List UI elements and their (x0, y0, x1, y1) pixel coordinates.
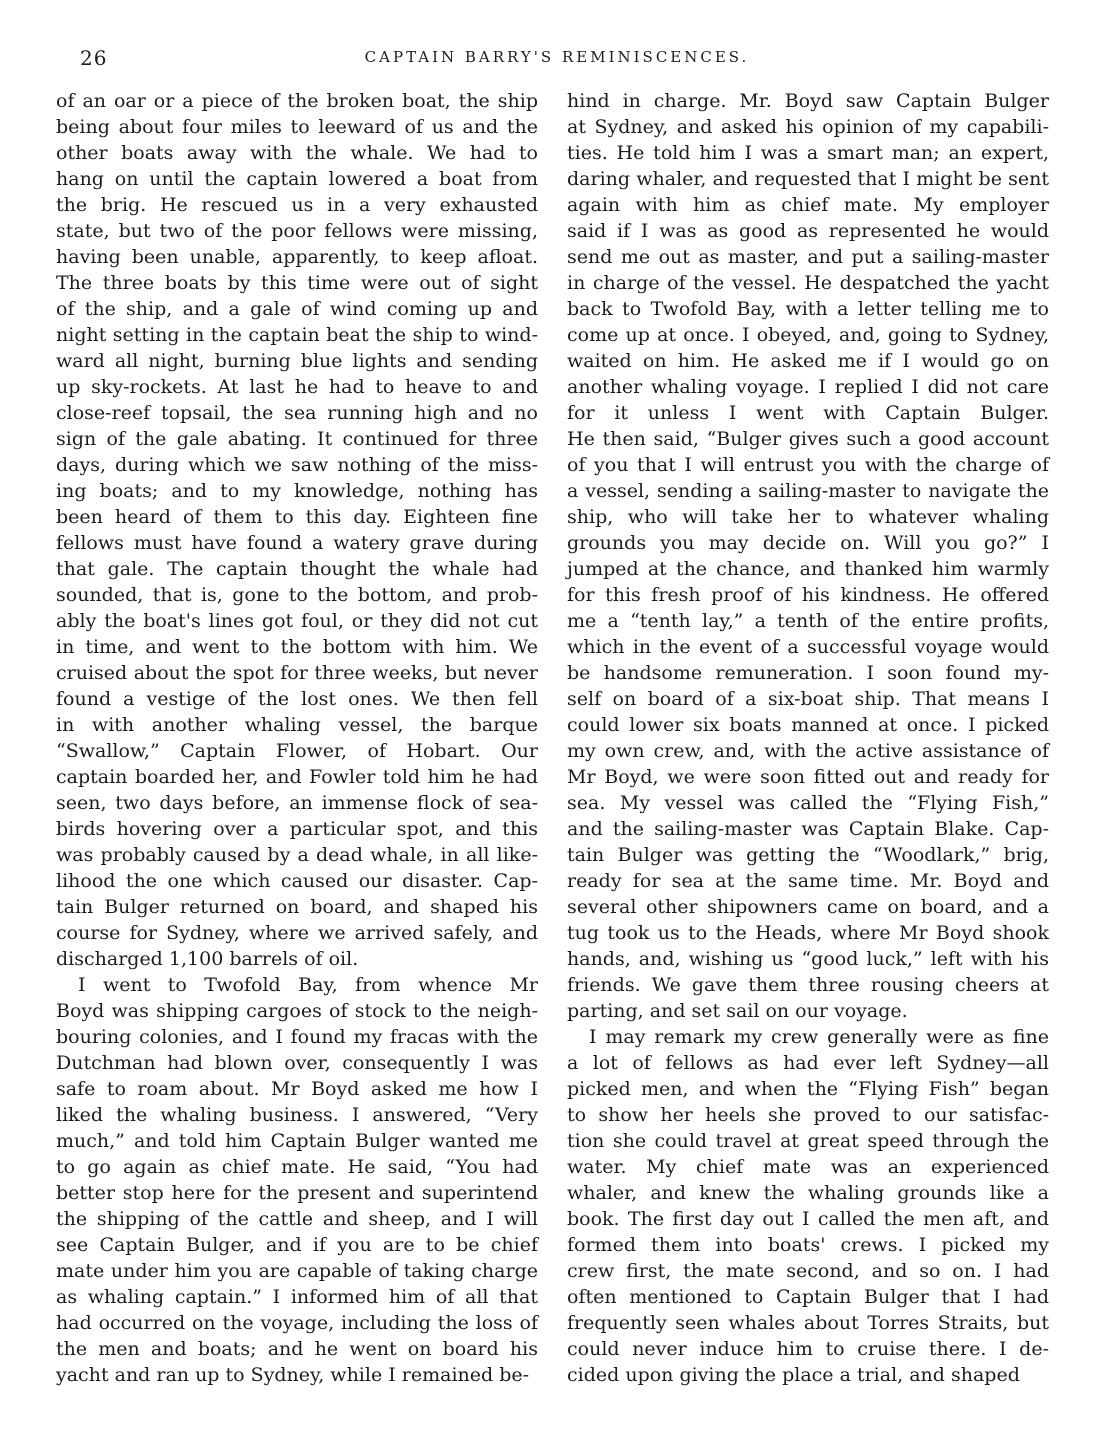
text-line: send me out as master, and put a sailing-master (567, 246, 1049, 268)
text-line: mate under him you are capable of taking charge (56, 1260, 538, 1282)
text-line: tain Bulger was getting the “Woodlark,” brig, (567, 844, 1049, 866)
text-line: tion she could travel at great speed through the (567, 1130, 1049, 1152)
text-line: bouring colonies, and I found my fracas with the (56, 1026, 538, 1048)
text-line: up sky-rockets. At last he had to heave to and (56, 376, 538, 398)
text-line: waited on him. He asked me if I would go on (567, 350, 1049, 372)
text-line: me a “tenth lay,” a tenth of the entire profits, (567, 610, 1049, 632)
text-line: was probably caused by a dead whale, in all like- (56, 844, 538, 866)
left-column (56, 88, 538, 1388)
text-line: sign of the gale abating. It continued for three (56, 428, 538, 450)
text-line: to show her heels she proved to our satisfac- (567, 1104, 1049, 1126)
text-line: The three boats by this time were out of sight (56, 272, 538, 294)
text-line: several other shipowners came on board, and a (567, 896, 1049, 918)
text-line: at Sydney, and asked his opinion of my capabili- (567, 116, 1049, 138)
text-line: formed them into boats' crews. I picked my (567, 1234, 1049, 1256)
text-line: tug took us to the Heads, where Mr Boyd shook (567, 922, 1049, 944)
text-line: been heard of them to this day. Eighteen fine (56, 506, 538, 528)
text-line: I may remark my crew generally were as fine (589, 1026, 1049, 1048)
text-line: which in the event of a successful voyage would (567, 636, 1049, 658)
text-line: discharged 1,100 barrels of oil. (56, 948, 359, 970)
text-line: be handsome remuneration. I soon found my- (567, 662, 1049, 684)
text-line: ably the boat's lines got foul, or they did not cut (56, 610, 538, 632)
text-line: daring whaler, and requested that I might be sent (567, 168, 1049, 190)
text-line: frequently seen whales about Torres Straits, but (567, 1312, 1049, 1334)
text-line: ing boats; and to my knowledge, nothing has (56, 480, 538, 502)
text-line: close-reef topsail, the sea running high and no (56, 402, 538, 424)
text-line: again with him as chief mate. My employer (567, 194, 1049, 216)
text-line: other boats away with the whale. We had to (56, 142, 538, 164)
running-head: CAPTAIN BARRY'S REMINISCENCES. (364, 48, 750, 66)
text-line: crew first, the mate second, and so on. I had (567, 1260, 1049, 1282)
text-line: much,” and told him Captain Bulger wanted me (56, 1130, 538, 1152)
text-line: could lower six boats manned at once. I picked (567, 714, 1049, 736)
text-line: hands, and, wishing us “good luck,” left with his (567, 948, 1049, 970)
text-line: often mentioned to Captain Bulger that I had (567, 1286, 1049, 1308)
text-line: days, during which we saw nothing of the miss- (56, 454, 538, 476)
text-line: ward all night, burning blue lights and sending (56, 350, 538, 372)
text-line: found a vestige of the lost ones. We then fell (56, 688, 538, 710)
text-line: and the sailing-master was Captain Blake. Cap- (567, 818, 1049, 840)
text-line: a lot of fellows as had ever left Sydney—all (567, 1052, 1049, 1074)
text-line: fellows must have found a watery grave during (56, 532, 538, 554)
text-line: ties. He told him I was a smart man; an expert, (567, 142, 1049, 164)
text-line: for it unless I went with Captain Bulger. (567, 402, 1049, 424)
text-line: lihood the one which caused our disaster. Cap- (56, 870, 538, 892)
text-line: better stop here for the present and superintend (56, 1182, 538, 1204)
text-line: the shipping of the cattle and sheep, and I will (56, 1208, 538, 1230)
text-line: course for Sydney, where we arrived safely, and (56, 922, 538, 944)
text-line: book. The first day out I called the men aft, and (567, 1208, 1049, 1230)
text-line: liked the whaling business. I answered, “Very (56, 1104, 538, 1126)
text-line: the brig. He rescued us in a very exhausted (56, 194, 538, 216)
text-line: said if I was as good as represented he would (567, 220, 1049, 242)
text-line: self on board of a six-boat ship. That means I (567, 688, 1049, 710)
text-line: Mr Boyd, we were soon fitted out and ready for (567, 766, 1049, 788)
text-line: in charge of the vessel. He despatched the yacht (567, 272, 1049, 294)
text-line: ready for sea at the same time. Mr. Boyd and (567, 870, 1049, 892)
text-line: back to Twofold Bay, with a letter telling me to (567, 298, 1049, 320)
text-line: that gale. The captain thought the whale had (56, 558, 538, 580)
text-line: safe to roam about. Mr Boyd asked me how I (56, 1078, 538, 1100)
text-line: could never induce him to cruise there. I de- (567, 1338, 1049, 1360)
text-line: birds hovering over a particular spot, and this (56, 818, 538, 840)
text-line: had occurred on the voyage, including the loss of (56, 1312, 538, 1334)
text-line: parting, and set sail on our voyage. (567, 1000, 908, 1022)
text-line: being about four miles to leeward of us and the (56, 116, 538, 138)
text-line: another whaling voyage. I replied I did not care (567, 376, 1049, 398)
text-line: the men and boats; and he went on board his (56, 1338, 538, 1360)
text-line: picked men, and when the “Flying Fish” began (567, 1078, 1049, 1100)
text-line: “Swallow,” Captain Flower, of Hobart. Our (56, 740, 538, 762)
right-column (567, 88, 1049, 1388)
text-line: hind in charge. Mr. Boyd saw Captain Bulger (567, 90, 1049, 112)
text-line: water. My chief mate was an experienced (567, 1156, 1049, 1178)
text-line: my own crew, and, with the active assistance of (567, 740, 1049, 762)
text-line: cruised about the spot for three weeks, but never (56, 662, 538, 684)
text-line: cided upon giving the place a trial, and shaped (567, 1364, 1020, 1386)
text-line: for this fresh proof of his kindness. He offered (567, 584, 1049, 606)
text-line: of you that I will entrust you with the charge of (567, 454, 1049, 476)
text-line: of an oar or a piece of the broken boat, the ship (56, 90, 538, 112)
text-line: friends. We gave them three rousing cheers at (567, 974, 1049, 996)
text-line: see Captain Bulger, and if you are to be chief (56, 1234, 538, 1256)
text-line: whaler, and knew the whaling grounds like a (567, 1182, 1049, 1204)
text-line: of the ship, and a gale of wind coming up and (56, 298, 538, 320)
text-line: in time, and went to the bottom with him. We (56, 636, 538, 658)
text-line: to go again as chief mate. He said, “You had (56, 1156, 538, 1178)
text-line: Boyd was shipping cargoes of stock to the neigh- (56, 1000, 538, 1022)
text-line: He then said, “Bulger gives such a good account (567, 428, 1049, 450)
text-line: Dutchman had blown over, consequently I was (56, 1052, 538, 1074)
text-line: night setting in the captain beat the ship to wind- (56, 324, 538, 346)
text-line: sea. My vessel was called the “Flying Fish,” (567, 792, 1049, 814)
text-line: I went to Twofold Bay, from whence Mr (78, 974, 538, 996)
text-line: tain Bulger returned on board, and shaped his (56, 896, 538, 918)
text-line: seen, two days before, an immense flock of sea- (56, 792, 538, 814)
text-line: yacht and ran up to Sydney, while I remained be- (56, 1364, 530, 1386)
text-line: come up at once. I obeyed, and, going to Sydney, (567, 324, 1049, 346)
text-line: a vessel, sending a sailing-master to navigate the (567, 480, 1049, 502)
page-header (0, 46, 1114, 74)
text-line: hang on until the captain lowered a boat from (56, 168, 538, 190)
text-line: as whaling captain.” I informed him of all that (56, 1286, 538, 1308)
text-line: sounded, that is, gone to the bottom, and prob- (56, 584, 538, 606)
text-line: captain boarded her, and Fowler told him he had (56, 766, 538, 788)
text-line: grounds you may decide on. Will you go?” I (567, 532, 1049, 554)
text-line: jumped at the chance, and thanked him warmly (567, 558, 1049, 580)
text-line: having been unable, apparently, to keep afloat. (56, 246, 538, 268)
page-number: 26 (80, 46, 108, 70)
text-line: state, but two of the poor fellows were missing, (56, 220, 538, 242)
text-line: in with another whaling vessel, the barque (56, 714, 538, 736)
text-line: ship, who will take her to whatever whaling (567, 506, 1049, 528)
